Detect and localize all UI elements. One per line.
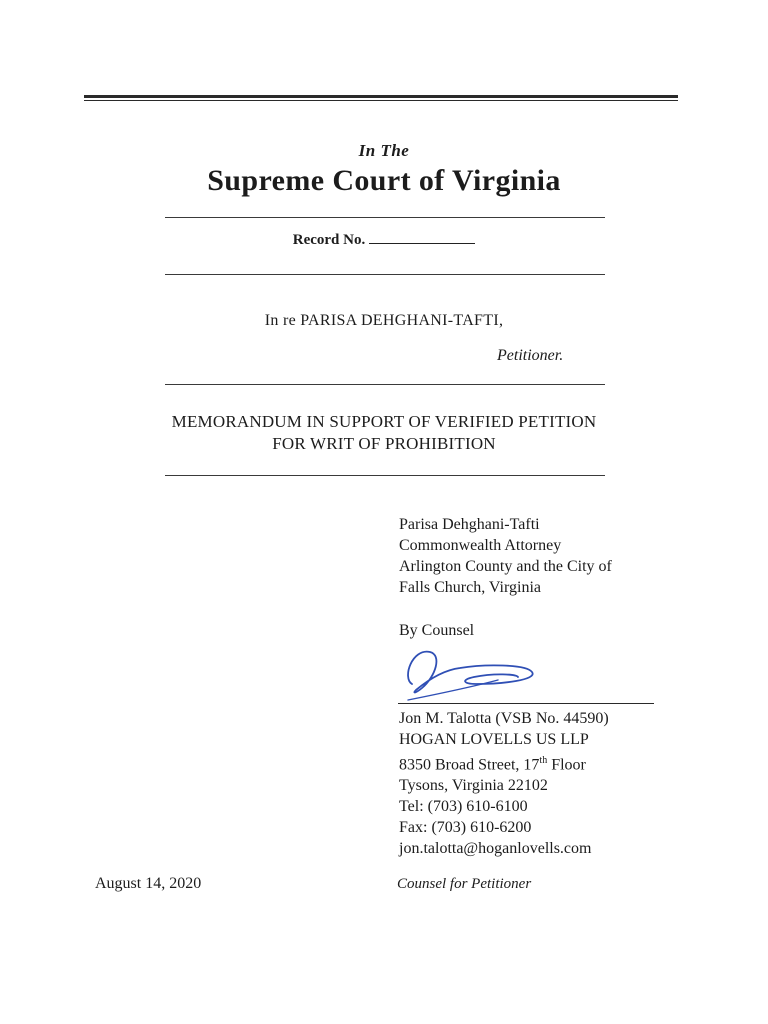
petitioner-jurisdiction: Falls Church, Virginia (399, 579, 541, 596)
case-caption: In re PARISA DEHGHANI-TAFTI, (264, 312, 504, 329)
divider (165, 274, 605, 275)
counsel-street: 8350 Broad Street, 17th Floor (399, 755, 586, 774)
record-blank-line (369, 229, 475, 244)
document-title (0, 411, 768, 455)
divider (165, 384, 605, 385)
counsel-email: jon.talotta@hoganlovells.com (399, 840, 592, 858)
counsel-phone: Tel: (703) 610-6100 (399, 798, 528, 816)
title-line-2: FOR WRIT OF PROHIBITION (272, 434, 496, 453)
court-name: Supreme Court of Virginia (207, 164, 561, 197)
petitioner-title: Commonwealth Attorney (399, 537, 562, 554)
petitioner-name: Parisa Dehghani-Tafti (399, 516, 540, 533)
by-counsel-label: By Counsel (399, 622, 475, 639)
petitioner-block (399, 514, 612, 598)
petitioner-jurisdiction: Arlington County and the City of (399, 558, 612, 575)
party-role: Petitioner. (497, 347, 564, 364)
title-line-1: MEMORANDUM IN SUPPORT OF VERIFIED PETITION (171, 412, 597, 431)
divider (165, 217, 605, 218)
divider (165, 475, 605, 476)
record-label: Record No. (292, 232, 366, 248)
signature-line (398, 703, 654, 704)
counsel-block (399, 708, 609, 859)
record-number (0, 229, 768, 249)
filing-date: August 14, 2020 (95, 875, 202, 892)
counsel-fax: Fax: (703) 610-6200 (399, 819, 532, 837)
counsel-for-label: Counsel for Petitioner (397, 876, 532, 892)
counsel-city: Tysons, Virginia 22102 (399, 777, 548, 795)
counsel-name: Jon M. Talotta (VSB No. 44590) (399, 710, 609, 727)
header-double-rule (84, 95, 678, 101)
handwritten-signature (398, 644, 548, 706)
counsel-firm: HOGAN LOVELLS US LLP (399, 731, 589, 748)
court-prefix: In The (358, 141, 410, 160)
